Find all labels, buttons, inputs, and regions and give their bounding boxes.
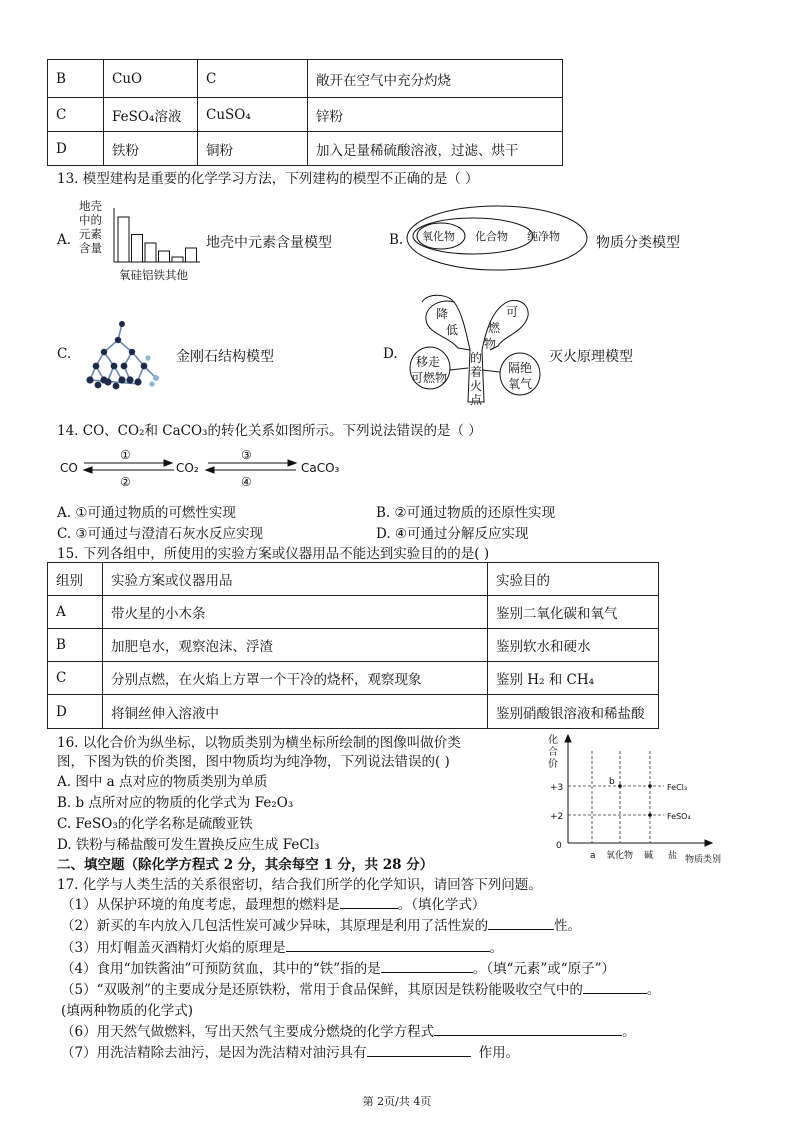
q17-text: 性。 <box>554 918 582 934</box>
fire-text: 物 <box>484 337 497 351</box>
q17-part2 <box>61 914 581 934</box>
q17-text: （5）“双吸剂”的主要成分是还原铁粉，常用于食品保鲜，其原因是铁粉能吸收空气中的 <box>61 982 583 998</box>
q17-text: 。 <box>622 1024 636 1040</box>
q12-table <box>47 59 563 166</box>
x-axis-label: 物质类别 <box>685 855 722 865</box>
q17-part7 <box>61 1041 519 1061</box>
table-header: 实验目的 <box>488 563 659 596</box>
table-cell: 鉴别二氧化碳和氧气 <box>488 596 659 629</box>
fire-text: 可 <box>506 305 519 319</box>
chart-bar <box>172 257 183 262</box>
table-cell: 铁粉 <box>104 132 198 166</box>
fire-text: 低 <box>446 323 459 337</box>
q16-stem-line1: 16. 以化合价为纵坐标，以物质类别为横坐标所绘制的图像叫做价类 <box>57 735 461 751</box>
table-cell: 加肥皂水，观察泡沫、浮渣 <box>103 629 488 662</box>
chart-ylabel: 中的 <box>79 213 102 227</box>
pure-substance-label: 纯净物 <box>527 230 560 243</box>
fire-text: 可燃物 <box>411 371 448 385</box>
q17-part5-note: (填两种物质的化学式) <box>61 1003 194 1019</box>
point-a-label: a <box>590 851 596 861</box>
q15-stem: 15. 下列各组中，所使用的实验方案或仪器用品不能达到实验目的的是( ) <box>57 546 490 562</box>
fire-text: 火 <box>470 379 483 393</box>
table-row <box>48 98 563 132</box>
co-label: CO <box>60 461 78 475</box>
table-cell: CuSO₄ <box>198 98 308 132</box>
table-cell: D <box>48 132 104 166</box>
q17-text: （4）食用“加铁酱油”可预防贫血，其中的“铁”指的是 <box>61 961 381 977</box>
fire-extinguish-model <box>404 290 544 408</box>
q17-part6 <box>61 1020 636 1040</box>
fire-text: 的 <box>470 351 483 365</box>
arrow-number: ① <box>120 448 131 462</box>
q16-option-d: D. 铁粉与稀盐酸可发生置换反应生成 FeCl₃ <box>57 837 320 853</box>
answer-blank[interactable] <box>381 960 473 973</box>
q17-text: （1）从保护环境的角度考虑，最理想的燃料是 <box>61 897 340 913</box>
q17-part1 <box>61 893 485 913</box>
q17-text: （6）用天然气做燃料，写出天然气主要成分燃烧的化学方程式 <box>61 1024 435 1040</box>
arrow-number: ③ <box>241 448 252 462</box>
compound-label: 化合物 <box>475 230 508 243</box>
arrow-number: ④ <box>241 475 252 488</box>
table-cell: A <box>48 596 103 629</box>
q17-text: （7）用洗洁精除去油污，是因为洗洁精对油污具有 <box>61 1045 367 1061</box>
iron-valence-chart <box>540 731 740 867</box>
page-footer: 第 2页/共 4页 <box>362 1095 432 1108</box>
q17-part5 <box>61 978 660 998</box>
table-cell: D <box>48 695 103 729</box>
q16-option-a: A. 图中 a 点对应的物质类别为单质 <box>57 774 268 790</box>
section-heading: 二、填空题（除化学方程式 2 分，其余每空 1 分，共 28 分） <box>57 857 434 873</box>
answer-blank[interactable] <box>367 1044 471 1057</box>
diamond-structure-image <box>82 318 166 392</box>
fecl3-label: FeCl₃ <box>667 783 688 792</box>
fire-text: 隔绝 <box>508 361 533 375</box>
q17-text: 作用。 <box>478 1045 520 1061</box>
chart-ylabel: 化 <box>548 735 558 746</box>
table-row <box>48 629 659 662</box>
table-cell: B <box>48 629 103 662</box>
x-tick-label: 盐 <box>668 851 678 861</box>
q17-text: （2）新买的车内放入几包活性炭可减少异味，其原理是利用了活性炭的 <box>61 918 489 934</box>
answer-blank[interactable] <box>583 981 647 994</box>
q14-stem: 14. CO、CO₂和 CaCO₃的转化关系如图所示。下列说法错误的是（ ） <box>57 423 482 439</box>
q17-text: （3）用灯帽盖灭酒精灯火焰的原理是 <box>61 940 286 956</box>
answer-blank[interactable] <box>340 896 398 909</box>
q14-option-b: B. ②可通过物质的还原性实现 <box>376 505 556 521</box>
table-cell: B <box>48 60 104 98</box>
chart-bar <box>118 217 129 262</box>
q16-option-b: B. b 点所对应的物质的化学式为 Fe₂O₃ <box>57 795 294 811</box>
q17-part3 <box>61 936 503 956</box>
table-cell: 分别点燃，在火焰上方罩一个干冷的烧杯，观察现象 <box>103 662 488 695</box>
q13-option-c-letter: C. <box>57 346 72 362</box>
x-tick-label: 氧化物 <box>606 851 634 861</box>
q17-text: 。（填“元素”或“原子”） <box>472 961 616 977</box>
y-tick-label: 0 <box>556 841 562 851</box>
crust-element-chart <box>76 198 206 284</box>
q16-stem-line2: 图，下图为铁的价类图，图中物质均为纯净物，下列说法错误的( ) <box>57 754 450 770</box>
q14-option-c: C. ③可通过与澄清石灰水反应实现 <box>57 526 264 542</box>
table-row <box>48 695 659 729</box>
y-tick-label: +2 <box>550 812 564 822</box>
table-cell: 鉴别软水和硬水 <box>488 629 659 662</box>
fire-text: 降 <box>436 307 449 321</box>
q13-option-d-letter: D. <box>383 346 398 362</box>
fire-text: 燃 <box>488 321 501 335</box>
q17-text: 。 <box>646 982 661 998</box>
table-row <box>48 60 563 98</box>
table-cell: 铜粉 <box>198 132 308 166</box>
answer-blank[interactable] <box>434 1023 622 1036</box>
q13-b-caption: 物质分类模型 <box>596 235 680 251</box>
q15-table <box>47 562 659 729</box>
chart-bar <box>145 243 156 262</box>
table-cell: 鉴别 H₂ 和 CH₄ <box>488 662 659 695</box>
fire-text: 点 <box>470 393 483 407</box>
chart-bar <box>132 235 143 263</box>
caco3-label: CaCO₃ <box>301 461 340 475</box>
table-cell: 敞开在空气中充分灼烧 <box>308 60 563 98</box>
chart-xlabel: 氧硅铝铁其他 <box>119 268 188 282</box>
table-header-row <box>48 563 659 596</box>
table-cell: C <box>198 60 308 98</box>
fire-text: 着 <box>470 365 483 379</box>
q13-option-b-letter: B. <box>389 232 404 248</box>
q17-text: 。 <box>489 940 504 956</box>
chart-bar <box>159 251 170 262</box>
q14-option-d: D. ④可通过分解反应实现 <box>376 526 529 542</box>
oxide-label: 氧化物 <box>422 230 455 243</box>
table-cell: FeSO₄溶液 <box>104 98 198 132</box>
table-cell: CuO <box>104 60 198 98</box>
q13-stem: 13. 模型建构是重要的化学学习方法，下列建构的模型不正确的是（ ） <box>57 171 479 187</box>
table-cell: 带火星的小木条 <box>103 596 488 629</box>
table-cell: 鉴别硝酸银溶液和稀盐酸 <box>488 695 659 729</box>
table-header: 组别 <box>48 563 103 596</box>
chart-ylabel: 含量 <box>79 241 102 255</box>
fire-text: 移走 <box>416 355 441 369</box>
q14-option-a: A. ①可通过物质的可燃性实现 <box>57 505 236 521</box>
q13-option-a-letter: A. <box>57 232 72 248</box>
q17-stem: 17. 化学与人类生活的关系很密切，结合我们所学的化学知识，请回答下列问题。 <box>57 877 542 893</box>
co2-label: CO₂ <box>176 461 199 475</box>
table-row <box>48 132 563 166</box>
q17-text: 。（填化学式） <box>397 897 486 913</box>
table-cell: C <box>48 98 104 132</box>
q16-option-c: C. FeSO₃的化学名称是硫酸亚铁 <box>57 816 253 832</box>
chart-bar <box>186 248 197 262</box>
classification-ellipses <box>405 204 591 276</box>
y-tick-label: +3 <box>550 783 564 793</box>
table-header: 实验方案或仪器用品 <box>103 563 488 596</box>
answer-blank[interactable] <box>286 939 490 952</box>
point-b-label: b <box>609 777 615 787</box>
chart-ylabel: 合 <box>548 747 558 758</box>
table-row <box>48 662 659 695</box>
q13-d-caption: 灭火原理模型 <box>549 349 633 365</box>
chart-ylabel: 元素 <box>79 227 102 241</box>
q13-a-caption: 地壳中元素含量模型 <box>206 235 332 251</box>
table-cell: 加入足量稀硫酸溶液，过滤、烘干 <box>308 132 563 166</box>
arrow-number: ② <box>120 475 131 488</box>
q17-part4 <box>61 957 615 977</box>
fire-text: 氧气 <box>508 377 533 391</box>
table-cell: C <box>48 662 103 695</box>
answer-blank[interactable] <box>488 917 554 930</box>
table-cell: 将铜丝伸入溶液中 <box>103 695 488 729</box>
table-row <box>48 596 659 629</box>
q13-c-caption: 金刚石结构模型 <box>176 349 274 365</box>
carbon-conversion-diagram <box>58 446 358 488</box>
chart-ylabel: 价 <box>548 759 558 770</box>
chart-ylabel: 地壳 <box>79 199 102 213</box>
feso4-label: FeSO₄ <box>667 812 691 821</box>
table-cell: 锌粉 <box>308 98 563 132</box>
x-tick-label: 碱 <box>644 851 654 861</box>
